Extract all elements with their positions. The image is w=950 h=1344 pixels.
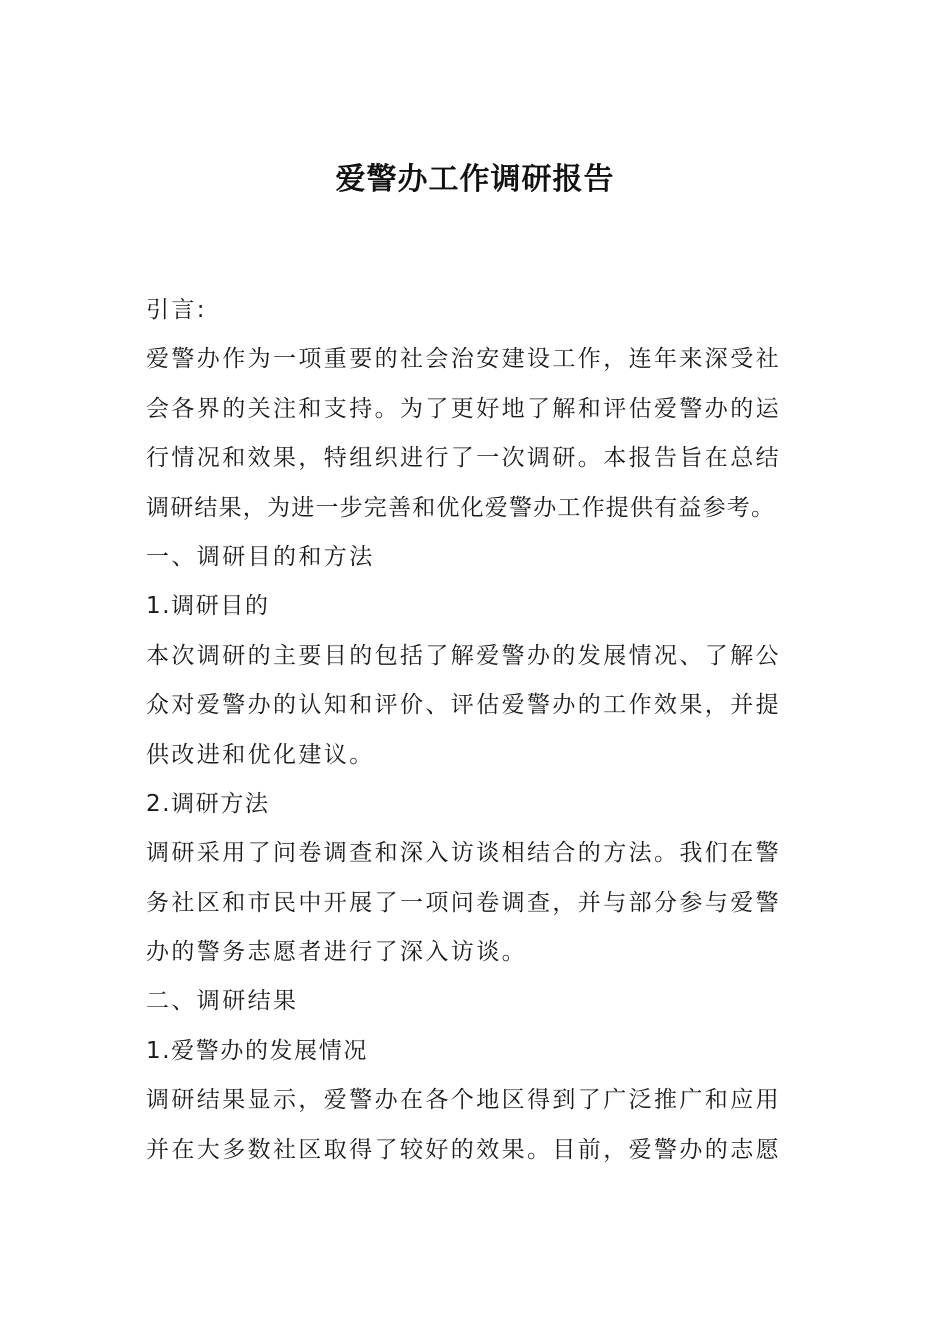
- section-heading: 一、调研目的和方法: [146, 543, 375, 570]
- subsection-heading: 1.爱警办的发展情况: [146, 1037, 368, 1064]
- subsection-heading: 2.调研方法: [146, 790, 270, 817]
- paragraph-line: 调研结果，为进一步完善和优化爱警办工作提供有益参考。: [146, 494, 776, 521]
- paragraph-line: 调研采用了问卷调查和深入访谈相结合的方法。我们在警: [146, 840, 781, 867]
- subsection-heading: 1.调研目的: [146, 593, 270, 620]
- paragraph-line: 供改进和优化建议。: [146, 741, 375, 768]
- intro-label: 引言:: [146, 297, 207, 323]
- section-heading: 二、调研结果: [146, 988, 299, 1015]
- paragraph-line: 调研结果显示，爱警办在各个地区得到了广泛推广和应用: [146, 1087, 781, 1114]
- paragraph-line: 行情况和效果，特组织进行了一次调研。本报告旨在总结: [146, 445, 781, 472]
- paragraph-line: 本次调研的主要目的包括了解爱警办的发展情况、了解公: [146, 642, 781, 669]
- paragraph-line: 会各界的关注和支持。为了更好地了解和评估爱警办的运: [146, 395, 781, 422]
- paragraph-line: 众对爱警办的认知和评价、评估爱警办的工作效果，并提: [146, 692, 781, 719]
- document-body: [146, 286, 808, 1175]
- paragraph-line: 爱警办作为一项重要的社会治安建设工作，连年来深受社: [146, 346, 781, 373]
- paragraph-line: 务社区和市民中开展了一项问卷调查，并与部分参与爱警: [146, 889, 781, 916]
- paragraph-line: 办的警务志愿者进行了深入访谈。: [146, 939, 527, 966]
- document-title: 爱警办工作调研报告: [335, 162, 615, 197]
- paragraph-line: 并在大多数社区取得了较好的效果。目前，爱警办的志愿: [146, 1136, 781, 1163]
